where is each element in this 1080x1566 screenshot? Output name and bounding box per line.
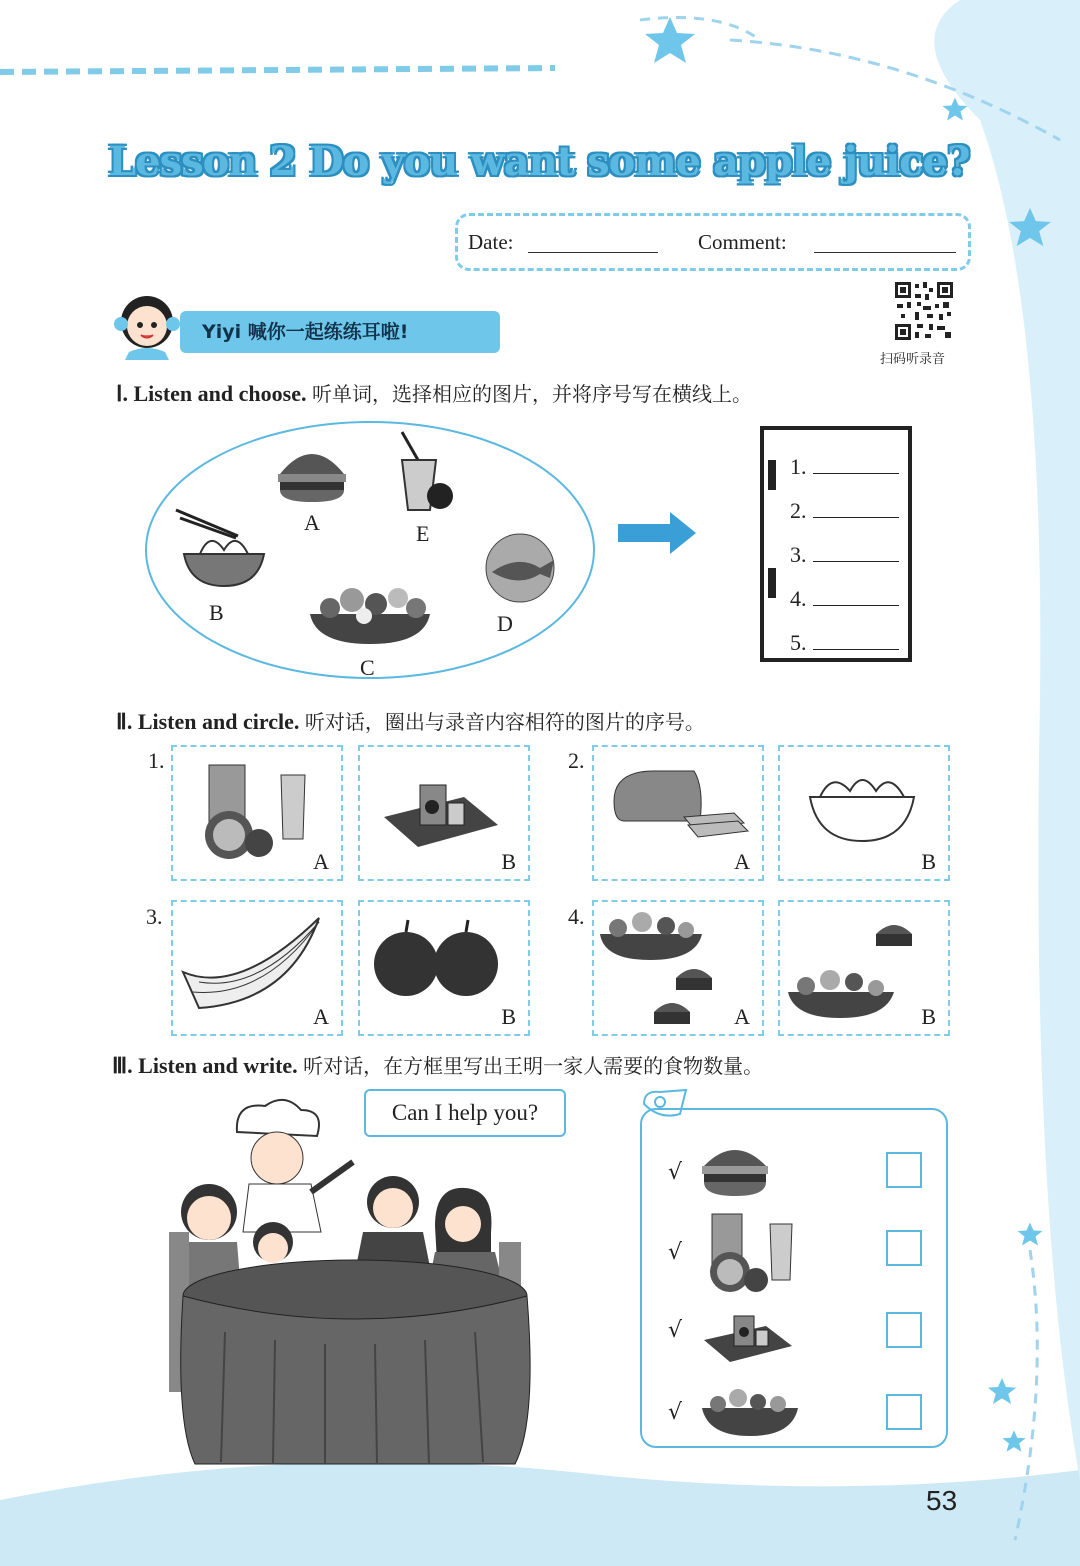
option-letter: A (313, 1004, 329, 1029)
star-icon (985, 1375, 1019, 1407)
girl-avatar (105, 290, 189, 360)
question-number: 4. (568, 904, 585, 929)
speech-bubble: Can I help you? (364, 1089, 566, 1137)
quantity-box[interactable] (886, 1312, 922, 1348)
section-1-title: Ⅰ. Listen and choose. (116, 381, 307, 406)
salad-icon (700, 1386, 800, 1446)
fish-icon (486, 534, 554, 602)
option-card-4a[interactable] (592, 900, 764, 1036)
check-mark: √ (668, 1160, 683, 1185)
comment-field[interactable] (814, 252, 956, 253)
check-mark: √ (668, 1318, 683, 1343)
marker-bar (768, 568, 776, 598)
page-title: Lesson 2 Do you want some apple juice? (108, 138, 970, 185)
star-icon (640, 15, 700, 65)
bread-icon (604, 761, 754, 851)
section-1-heading (116, 378, 752, 407)
option-card-4b[interactable] (778, 900, 950, 1036)
option-card-3a[interactable] (171, 900, 343, 1036)
comment-label: Comment: (698, 230, 787, 254)
option-letter: A (734, 1004, 750, 1029)
orange-juice-icon (197, 757, 317, 867)
date-field[interactable] (528, 252, 658, 253)
listening-banner: Yiyi 喊你一起练练耳啦! (180, 311, 500, 353)
answer-line[interactable] (790, 498, 899, 524)
food-quantity-panel (640, 1108, 948, 1448)
question-number: 1. (148, 748, 165, 773)
qr-code-icon[interactable] (893, 280, 955, 342)
apples-icon (368, 912, 504, 1002)
answer-number: 4. (790, 586, 807, 611)
option-letter: A (313, 849, 329, 874)
answer-number: 1. (790, 454, 807, 479)
option-letter: E (416, 521, 430, 546)
quantity-box[interactable] (886, 1230, 922, 1266)
answer-line[interactable] (790, 542, 899, 568)
answer-number: 3. (790, 542, 807, 567)
question-number: 3. (146, 904, 163, 929)
star-icon (1015, 1220, 1045, 1248)
section-3-instruction: 听对话，在方框里写出王明一家人需要的食物数量。 (303, 1054, 764, 1078)
answer-number: 5. (790, 630, 807, 655)
noodles-bowl-icon (802, 761, 922, 851)
star-icon (1000, 1428, 1028, 1454)
answer-line[interactable] (790, 586, 899, 612)
answer-number: 2. (790, 498, 807, 523)
noodles-icon (176, 510, 264, 586)
option-card-2b[interactable] (778, 745, 950, 881)
star-icon (940, 95, 970, 123)
answer-box (760, 426, 912, 662)
quantity-box[interactable] (886, 1394, 922, 1430)
section-2-heading (116, 706, 705, 735)
option-letter: D (497, 611, 513, 636)
family-restaurant-illustration (165, 1092, 545, 1474)
option-card-3b[interactable] (358, 900, 530, 1036)
answer-line[interactable] (790, 630, 899, 656)
answer-line[interactable] (790, 454, 899, 480)
salad-icon (310, 588, 430, 644)
milk-breakfast-icon (374, 767, 504, 857)
quantity-box[interactable] (886, 1152, 922, 1188)
option-letter: B (501, 849, 516, 874)
question-number: 2. (568, 748, 585, 773)
option-letter: C (360, 655, 375, 680)
qr-caption: 扫码听录音 (880, 352, 946, 367)
option-card-1b[interactable] (358, 745, 530, 881)
banana-icon (179, 912, 329, 1012)
page-number: 53 (926, 1485, 958, 1516)
marker-bar (768, 460, 776, 490)
date-comment-box (455, 213, 971, 271)
milk-breakfast-icon (700, 1306, 796, 1366)
section-3-title: Ⅲ. Listen and write. (112, 1053, 298, 1078)
star-icon (1005, 205, 1055, 249)
check-mark: √ (668, 1400, 683, 1425)
apple-juice-icon (402, 432, 453, 510)
section-2-title: Ⅱ. Listen and circle. (116, 709, 300, 734)
date-label: Date: (468, 230, 514, 254)
salad-burgers-icon (598, 906, 728, 1032)
check-mark: √ (668, 1240, 683, 1265)
option-card-2a[interactable] (592, 745, 764, 881)
section-3-heading (112, 1050, 763, 1079)
salad-burger-icon (786, 912, 926, 1022)
option-letter: B (209, 600, 224, 625)
arrow-right-icon (618, 512, 698, 554)
option-letter: A (304, 510, 320, 535)
option-letter: B (921, 849, 936, 874)
section-1-instruction: 听单词，选择相应的图片，并将序号写在横线上。 (311, 382, 752, 406)
option-card-1a[interactable] (171, 745, 343, 881)
food-oval (140, 418, 600, 688)
orange-juice-icon (702, 1210, 802, 1296)
option-letter: B (921, 1004, 936, 1029)
hamburger-icon (278, 454, 346, 502)
option-letter: B (501, 1004, 516, 1029)
hamburger-icon (700, 1140, 770, 1200)
option-letter: A (734, 849, 750, 874)
section-2-instruction: 听对话，圈出与录音内容相符的图片的序号。 (304, 710, 705, 734)
